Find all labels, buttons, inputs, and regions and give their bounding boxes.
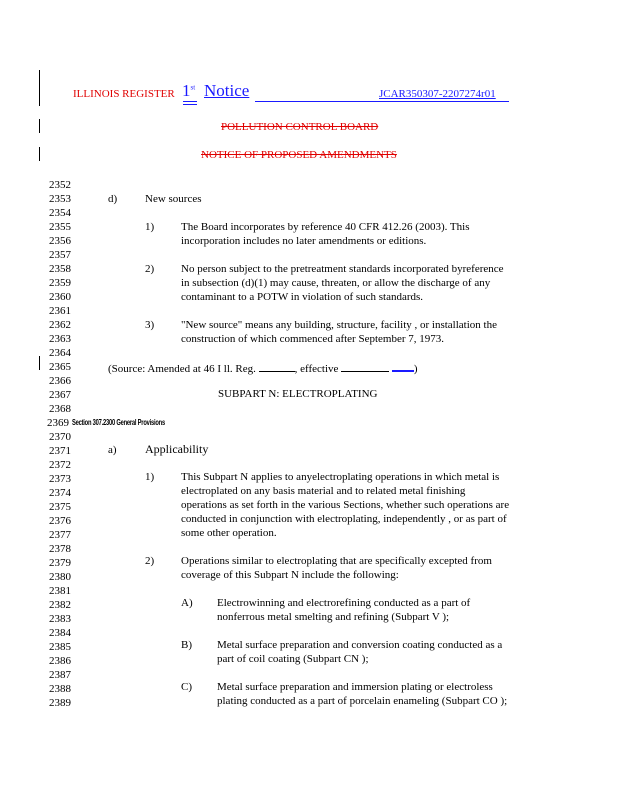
line-number: 2377 (49, 529, 71, 541)
item-a2-label: 2) (145, 555, 155, 567)
line-number: 2364 (49, 347, 71, 359)
page-number-underline (183, 101, 197, 105)
line-number: 2354 (49, 207, 71, 219)
item-A-label: A) (181, 597, 193, 609)
item-C-text: plating conducted as a part of porcelain enameling (Subpart CO ); (217, 695, 508, 707)
item-B-text: Metal surface preparation and conversion coating conducted as a (217, 639, 503, 651)
item-a1-text: This Subpart N applies to anyelectroplating operations in which metal is (181, 471, 500, 483)
source-note-text: (Source: Amended at 46 I ll. Reg. (108, 363, 256, 375)
item-A-text: nonferrous metal smelting and refining (Subpart V ); (217, 611, 450, 623)
line-number: 2367 (49, 389, 71, 401)
item-a1-text: conducted in conjunction with electroplating, independently , or as part of (181, 513, 507, 525)
line-number: 2352 (49, 179, 71, 191)
line-number: 2353 (49, 193, 71, 205)
item-a2-text: coverage of this Subpart N include the following: (181, 569, 399, 581)
item-d3-text: construction of which commenced after September 7, 1973. (181, 333, 445, 345)
section-heading: Section 307.2300 General Provisions (72, 418, 165, 427)
line-number: 2371 (49, 445, 71, 457)
line-number: 2383 (49, 613, 71, 625)
register-title: ILLINOIS REGISTER (73, 88, 175, 100)
item-a1-text: electroplated on any basis material and to related metal finishing (181, 485, 466, 497)
item-d3-text: "New source" means any building, structure, facility , or installation the (181, 319, 497, 331)
line-number: 2382 (49, 599, 71, 611)
line-number: 2356 (49, 235, 71, 247)
line-number: 2376 (49, 515, 71, 527)
item-a1-label: 1) (145, 471, 155, 483)
line-number: 2355 (49, 221, 71, 233)
item-d1-text: incorporation includes no later amendments or editions. (181, 235, 427, 247)
line-number: 2373 (49, 473, 71, 485)
notice-heading: NOTICE OF PROPOSED AMENDMENTS (201, 149, 397, 161)
item-d2-text: No person subject to the pretreatment standards incorporated byreference (181, 263, 504, 275)
item-a1-text: operations as set forth in the various Sections, whether such operations are (181, 499, 510, 511)
line-number: 2381 (49, 585, 71, 597)
line-number: 2387 (49, 669, 71, 681)
item-A-text: Electrowinning and electrorefining conducted as a part of (217, 597, 471, 609)
subsection-a-label: a) (108, 444, 117, 456)
line-number: 2359 (49, 277, 71, 289)
page-number (182, 81, 195, 101)
register-page-blank (259, 361, 295, 372)
change-bar (39, 147, 40, 161)
line-number: 2361 (49, 305, 71, 317)
subsection-d-heading: New sources (145, 193, 202, 205)
board-title: POLLUTION CONTROL BOARD (221, 121, 379, 133)
line-number: 2374 (49, 487, 71, 499)
item-d2-label: 2) (145, 263, 155, 275)
line-number: 2366 (49, 375, 71, 387)
item-B-label: B) (181, 639, 192, 651)
change-bar (39, 70, 40, 106)
line-number: 2360 (49, 291, 71, 303)
line-number: 2375 (49, 501, 71, 513)
line-number: 2363 (49, 333, 71, 345)
source-note (108, 360, 418, 376)
item-d2-text: contaminant to a POTW in violation of such standards. (181, 291, 424, 303)
line-number: 2369 (47, 417, 69, 429)
line-number: 2388 (49, 683, 71, 695)
change-bar (39, 119, 40, 133)
line-number: 2362 (49, 319, 71, 331)
source-note-close: ) (413, 363, 418, 375)
page-number-superscript: st (190, 83, 196, 92)
item-a2-text: Operations similar to electroplating that are specifically excepted from (181, 555, 492, 567)
line-number: 2357 (49, 249, 71, 261)
item-d1-text: The Board incorporates by reference 40 CFR 412.26 (2003). This (181, 221, 470, 233)
line-number: 2389 (49, 697, 71, 709)
item-C-text: Metal surface preparation and immersion plating or electroless (217, 681, 493, 693)
line-number: 2386 (49, 655, 71, 667)
source-note-effective: , effective (294, 363, 339, 375)
header-underline (255, 101, 509, 102)
page-number-digit: 1 (182, 81, 191, 100)
line-number: 2378 (49, 543, 71, 555)
effective-date-blank (341, 361, 389, 372)
line-number: 2372 (49, 459, 71, 471)
item-a1-text: some other operation. (181, 527, 277, 539)
item-d3-label: 3) (145, 319, 155, 331)
line-number: 2370 (49, 431, 71, 443)
line-number: 2384 (49, 627, 71, 639)
inserted-blank (392, 360, 414, 372)
line-number: 2358 (49, 263, 71, 275)
subsection-d-label: d) (108, 193, 118, 205)
subpart-heading: SUBPART N: ELECTROPLATING (218, 388, 378, 400)
line-number: 2368 (49, 403, 71, 415)
subsection-a-heading: Applicability (145, 442, 209, 456)
item-C-label: C) (181, 681, 192, 693)
change-bar (39, 356, 40, 370)
jcar-code: JCAR350307-2207274r01 (379, 88, 496, 100)
item-d1-label: 1) (145, 221, 155, 233)
line-number: 2385 (49, 641, 71, 653)
notice-title: Notice (204, 81, 250, 100)
line-number: 2380 (49, 571, 71, 583)
item-B-text: part of coil coating (Subpart CN ); (217, 653, 369, 665)
line-number: 2379 (49, 557, 71, 569)
item-d2-text: in subsection (d)(1) may cause, threaten, or allow the discharge of any (181, 277, 491, 289)
line-number: 2365 (49, 361, 71, 373)
